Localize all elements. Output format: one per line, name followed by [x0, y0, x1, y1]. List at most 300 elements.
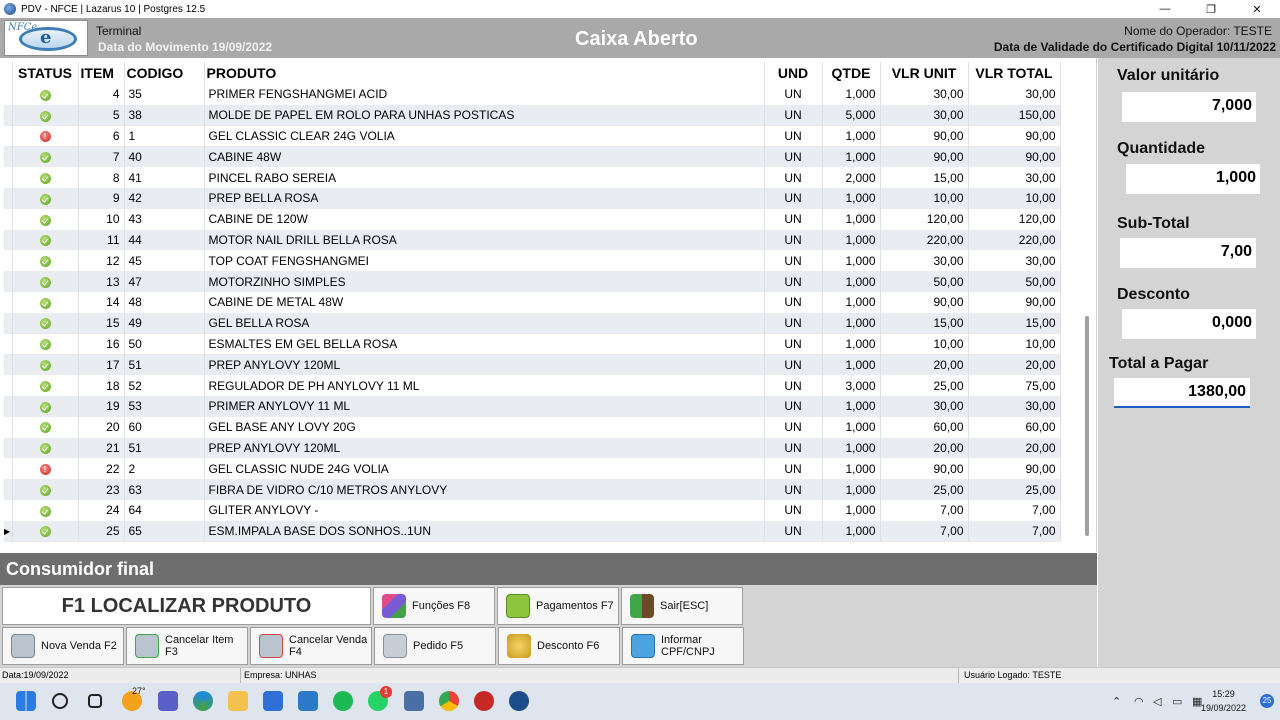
clock-date: 19/09/2022: [1200, 703, 1246, 713]
cell-vlr-total: 90,00: [968, 126, 1060, 147]
table-row[interactable]: [4, 417, 1060, 438]
payments-button[interactable]: [497, 587, 619, 625]
row-indicator: [4, 105, 12, 126]
cell-vlr-unit: 90,00: [880, 146, 968, 167]
row-indicator: [4, 500, 12, 521]
cell-codigo: 38: [124, 105, 204, 126]
status-user: Usuário Logado: TESTE: [964, 670, 1062, 680]
status-ok-icon: [40, 215, 51, 226]
cell-vlr-total: 90,00: [968, 458, 1060, 479]
status-date: Data:19/09/2022: [2, 670, 69, 680]
cell-vlr-unit: 30,00: [880, 396, 968, 417]
operator-name: Nome do Operador: TESTE: [1124, 24, 1272, 38]
task-view-icon[interactable]: [88, 694, 102, 708]
status-ok-icon: [40, 422, 51, 433]
payments-label: Pagamentos F7: [536, 600, 614, 612]
cell-produto: PREP ANYLOVY 120ML: [204, 354, 764, 375]
current-row-indicator-icon: ▶: [4, 521, 12, 542]
cell-codigo: 47: [124, 271, 204, 292]
table-row[interactable]: [4, 209, 1060, 230]
cell-und: UN: [764, 396, 822, 417]
cell-und: UN: [764, 126, 822, 147]
cell-und: UN: [764, 230, 822, 251]
cell-codigo: 40: [124, 146, 204, 167]
status-ok-icon: [40, 194, 51, 205]
movement-date: Data do Movimento 19/09/2022: [98, 40, 273, 54]
row-indicator: [4, 167, 12, 188]
grid-scrollbar[interactable]: [1085, 316, 1089, 536]
row-status: [12, 167, 78, 188]
new-sale-button[interactable]: [2, 627, 124, 665]
table-header: [4, 62, 1060, 84]
cell-codigo: 60: [124, 417, 204, 438]
cell-und: UN: [764, 417, 822, 438]
status-ok-icon: [40, 360, 51, 371]
table-row[interactable]: [4, 126, 1060, 147]
discount-field: 0,000: [1122, 309, 1256, 339]
functions-button[interactable]: [373, 587, 495, 625]
mail-icon[interactable]: [298, 691, 318, 711]
cell-vlr-total: 10,00: [968, 188, 1060, 209]
cell-item: 12: [78, 250, 124, 271]
cell-produto: PRIMER FENGSHANGMEI ACID: [204, 84, 764, 105]
cell-item: 14: [78, 292, 124, 313]
row-status: [12, 84, 78, 105]
cell-vlr-total: 15,00: [968, 313, 1060, 334]
cell-vlr-unit: 220,00: [880, 230, 968, 251]
cell-codigo: 63: [124, 479, 204, 500]
cell-item: 21: [78, 438, 124, 459]
wifi-icon[interactable]: ◠: [1134, 696, 1144, 708]
cell-vlr-unit: 20,00: [880, 354, 968, 375]
file-explorer-icon[interactable]: [228, 691, 248, 711]
items-table: [4, 62, 1061, 542]
cell-und: UN: [764, 271, 822, 292]
cell-item: 4: [78, 84, 124, 105]
table-row[interactable]: [4, 250, 1060, 271]
quantity-label: Quantidade: [1117, 140, 1206, 157]
cell-und: UN: [764, 105, 822, 126]
cell-qtde: 1,000: [822, 521, 880, 542]
cell-codigo: 43: [124, 209, 204, 230]
status-ok-icon: [40, 402, 51, 413]
row-status: [12, 146, 78, 167]
cell-item: 24: [78, 500, 124, 521]
cell-produto: GEL CLASSIC NUDE 24G VOLIA: [204, 458, 764, 479]
cell-qtde: 1,000: [822, 334, 880, 355]
cell-und: UN: [764, 354, 822, 375]
cell-qtde: 1,000: [822, 458, 880, 479]
cell-qtde: 1,000: [822, 209, 880, 230]
cell-vlr-unit: 30,00: [880, 105, 968, 126]
row-status: [12, 417, 78, 438]
table-row[interactable]: [4, 334, 1060, 355]
cell-und: UN: [764, 167, 822, 188]
table-row[interactable]: [4, 146, 1060, 167]
column-codigo[interactable]: CODIGO: [124, 62, 204, 84]
cell-item: 10: [78, 209, 124, 230]
cell-vlr-unit: 90,00: [880, 458, 968, 479]
maximize-button[interactable]: ❐: [1206, 3, 1216, 16]
column-produto[interactable]: PRODUTO: [204, 62, 764, 84]
total-field: 1380,00: [1114, 378, 1250, 408]
teams-chat-icon[interactable]: [158, 691, 178, 711]
row-indicator: [4, 209, 12, 230]
cell-vlr-total: 30,00: [968, 84, 1060, 105]
cell-qtde: 3,000: [822, 375, 880, 396]
title-bar: [0, 0, 1280, 18]
keyboard-icon[interactable]: ▦: [1192, 696, 1203, 708]
row-indicator: [4, 417, 12, 438]
row-status: [12, 354, 78, 375]
row-status: [12, 292, 78, 313]
row-indicator: [4, 84, 12, 105]
cell-vlr-unit: 15,00: [880, 167, 968, 188]
table-row[interactable]: [4, 479, 1060, 500]
cell-und: UN: [764, 479, 822, 500]
cell-und: UN: [764, 209, 822, 230]
app-red-icon[interactable]: [474, 691, 494, 711]
cell-qtde: 2,000: [822, 167, 880, 188]
minimize-button[interactable]: —: [1159, 3, 1171, 15]
order-button[interactable]: [374, 627, 496, 665]
subtotal-field: 7,00: [1120, 238, 1256, 268]
windows-start-icon[interactable]: [16, 691, 36, 711]
cell-item: 7: [78, 146, 124, 167]
taskbar-clock[interactable]: [1201, 687, 1246, 715]
status-bar: [0, 667, 1280, 683]
cell-vlr-total: 50,00: [968, 271, 1060, 292]
cell-qtde: 1,000: [822, 230, 880, 251]
cell-qtde: 1,000: [822, 84, 880, 105]
cancel-item-label: Cancelar Item F3: [165, 634, 234, 658]
cancel-sale-button[interactable]: [250, 627, 372, 665]
status-ok-icon: [40, 256, 51, 267]
cell-item: 20: [78, 417, 124, 438]
cell-qtde: 1,000: [822, 292, 880, 313]
cell-vlr-unit: 90,00: [880, 126, 968, 147]
cell-vlr-total: 90,00: [968, 292, 1060, 313]
row-status: [12, 438, 78, 459]
search-icon[interactable]: [52, 693, 68, 709]
discount-label: Desconto: [1117, 286, 1190, 303]
cell-vlr-total: 30,00: [968, 167, 1060, 188]
row-indicator: [4, 354, 12, 375]
table-row[interactable]: [4, 188, 1060, 209]
status-ok-icon: [40, 485, 51, 496]
button-area: [0, 585, 1097, 667]
status-ok-icon: [40, 277, 51, 288]
cell-produto: ESM.IMPALA BASE DOS SONHOS..1UN: [204, 521, 764, 542]
status-ok-icon: [40, 526, 51, 537]
cell-produto: PREP ANYLOVY 120ML: [204, 438, 764, 459]
items-grid[interactable]: [0, 58, 1097, 552]
column-status[interactable]: STATUS: [12, 62, 78, 84]
spotify-icon[interactable]: [333, 691, 353, 711]
row-status: [12, 479, 78, 500]
store-icon[interactable]: [263, 691, 283, 711]
cell-item: 22: [78, 458, 124, 479]
cell-item: 17: [78, 354, 124, 375]
table-row[interactable]: [4, 458, 1060, 479]
cell-und: UN: [764, 250, 822, 271]
table-row[interactable]: [4, 438, 1060, 459]
indicator-header: [4, 62, 12, 84]
cell-item: 11: [78, 230, 124, 251]
cell-vlr-unit: 15,00: [880, 313, 968, 334]
chevron-up-icon[interactable]: ⌃: [1112, 696, 1122, 708]
cell-vlr-total: 90,00: [968, 146, 1060, 167]
cancel-item-button[interactable]: [126, 627, 248, 665]
cell-qtde: 1,000: [822, 313, 880, 334]
nfce-logo: [4, 20, 88, 56]
table-row[interactable]: [4, 313, 1060, 334]
basket-cancel-icon: [259, 634, 283, 658]
column-und[interactable]: UND: [764, 62, 822, 84]
cell-codigo: 64: [124, 500, 204, 521]
column-item[interactable]: ITEM: [78, 62, 124, 84]
cell-produto: CABINE DE METAL 48W: [204, 292, 764, 313]
terminal-label: Terminal: [96, 24, 142, 38]
cell-vlr-total: 75,00: [968, 375, 1060, 396]
cell-und: UN: [764, 84, 822, 105]
status-ok-icon: [40, 381, 51, 392]
certificate-validity: Data de Validade do Certificado Digital 10/11/2022: [993, 40, 1276, 54]
exit-button[interactable]: [621, 587, 743, 625]
cell-vlr-total: 10,00: [968, 334, 1060, 355]
status-ok-icon: [40, 443, 51, 454]
row-indicator: [4, 146, 12, 167]
cell-codigo: 2: [124, 458, 204, 479]
row-status: [12, 188, 78, 209]
edge-browser-icon[interactable]: [193, 691, 213, 711]
cell-vlr-unit: 120,00: [880, 209, 968, 230]
weather-temperature: 27°: [132, 686, 146, 696]
cell-produto: GEL CLASSIC CLEAR 24G VOLIA: [204, 126, 764, 147]
notepad-icon[interactable]: [404, 691, 424, 711]
taskbar: [0, 683, 1280, 720]
cell-qtde: 1,000: [822, 438, 880, 459]
cell-und: UN: [764, 521, 822, 542]
status-ok-icon: [40, 173, 51, 184]
row-indicator: [4, 230, 12, 251]
cell-item: 13: [78, 271, 124, 292]
cell-vlr-total: 60,00: [968, 417, 1060, 438]
locate-product-button[interactable]: F1 LOCALIZAR PRODUTO: [2, 587, 371, 625]
cell-vlr-total: 150,00: [968, 105, 1060, 126]
clock-time: 15:29: [1212, 689, 1235, 699]
exit-door-icon: [630, 594, 654, 618]
cell-qtde: 1,000: [822, 417, 880, 438]
cell-qtde: 5,000: [822, 105, 880, 126]
cell-und: UN: [764, 500, 822, 521]
row-indicator: [4, 271, 12, 292]
column-qtde[interactable]: QTDE: [822, 62, 880, 84]
cell-produto: PINCEL RABO SEREIA: [204, 167, 764, 188]
cell-und: UN: [764, 438, 822, 459]
inform-cpf-button[interactable]: [622, 627, 744, 665]
row-indicator: [4, 334, 12, 355]
cell-vlr-total: 30,00: [968, 396, 1060, 417]
cell-item: 19: [78, 396, 124, 417]
row-status: [12, 334, 78, 355]
exit-label: Sair[ESC]: [660, 600, 709, 612]
cell-und: UN: [764, 188, 822, 209]
summary-panel: [1098, 58, 1280, 670]
money-icon: [506, 594, 530, 618]
cell-vlr-total: 220,00: [968, 230, 1060, 251]
cell-und: UN: [764, 313, 822, 334]
table-row[interactable]: [4, 230, 1060, 251]
row-status: [12, 230, 78, 251]
cell-item: 23: [78, 479, 124, 500]
cell-produto: MOTOR NAIL DRILL BELLA ROSA: [204, 230, 764, 251]
cell-und: UN: [764, 334, 822, 355]
discount-button[interactable]: [498, 627, 620, 665]
status-separator: [240, 668, 241, 684]
status-ok-icon: [40, 111, 51, 122]
table-row[interactable]: [4, 500, 1060, 521]
cell-qtde: 1,000: [822, 126, 880, 147]
row-status: [12, 375, 78, 396]
cell-qtde: 1,000: [822, 188, 880, 209]
cell-codigo: 65: [124, 521, 204, 542]
basket-remove-item-icon: [135, 634, 159, 658]
column-vlr-unit[interactable]: VLR UNIT: [880, 62, 968, 84]
close-button[interactable]: ✕: [1252, 3, 1262, 16]
cell-vlr-unit: 60,00: [880, 417, 968, 438]
inform-cpf-label: Informar CPF/CNPJ: [661, 634, 715, 658]
cell-vlr-total: 20,00: [968, 354, 1060, 375]
cell-qtde: 1,000: [822, 396, 880, 417]
window-title: PDV - NFCE | Lazarus 10 | Postgres 12.5: [21, 3, 206, 15]
new-sale-label: Nova Venda F2: [41, 640, 117, 652]
table-row[interactable]: [4, 521, 1060, 542]
cell-produto: FIBRA DE VIDRO C/10 METROS ANYLOVY: [204, 479, 764, 500]
window-controls: [1142, 0, 1280, 18]
row-status: [12, 500, 78, 521]
app-icon: [4, 3, 16, 15]
quantity-field: 1,000: [1126, 164, 1260, 194]
cell-vlr-total: 30,00: [968, 250, 1060, 271]
status-ok-icon: [40, 298, 51, 309]
chrome-icon[interactable]: [439, 691, 459, 711]
whatsapp-badge: 1: [380, 686, 392, 698]
row-status: [12, 313, 78, 334]
cell-und: UN: [764, 375, 822, 396]
column-vlr-total[interactable]: VLR TOTAL: [968, 62, 1060, 84]
pdv-app-icon[interactable]: [509, 691, 529, 711]
functions-icon: [382, 594, 406, 618]
cell-vlr-unit: 90,00: [880, 292, 968, 313]
row-status: [12, 271, 78, 292]
row-indicator: [4, 126, 12, 147]
cell-codigo: 49: [124, 313, 204, 334]
table-row[interactable]: [4, 167, 1060, 188]
cell-produto: GEL BELLA ROSA: [204, 313, 764, 334]
cell-qtde: 1,000: [822, 271, 880, 292]
order-label: Pedido F5: [413, 640, 464, 652]
notification-badge[interactable]: 25: [1260, 694, 1274, 708]
row-indicator: [4, 250, 12, 271]
row-indicator: [4, 438, 12, 459]
table-row[interactable]: [4, 375, 1060, 396]
cell-qtde: 1,000: [822, 250, 880, 271]
table-row[interactable]: [4, 292, 1060, 313]
cell-vlr-total: 7,00: [968, 521, 1060, 542]
cell-vlr-unit: 7,00: [880, 500, 968, 521]
cell-vlr-unit: 7,00: [880, 521, 968, 542]
table-row[interactable]: [4, 84, 1060, 105]
status-ok-icon: [40, 506, 51, 517]
cell-vlr-unit: 25,00: [880, 479, 968, 500]
cashier-status: Caixa Aberto: [575, 28, 698, 50]
cell-codigo: 51: [124, 354, 204, 375]
row-indicator: [4, 375, 12, 396]
cell-produto: MOTORZINHO SIMPLES: [204, 271, 764, 292]
cell-vlr-unit: 10,00: [880, 188, 968, 209]
unit-value-label: Valor unitário: [1117, 67, 1220, 84]
status-ok-icon: [40, 235, 51, 246]
cell-item: 16: [78, 334, 124, 355]
cell-produto: CABINE 48W: [204, 146, 764, 167]
cell-codigo: 48: [124, 292, 204, 313]
table-row[interactable]: [4, 105, 1060, 126]
cell-item: 8: [78, 167, 124, 188]
cell-codigo: 44: [124, 230, 204, 251]
row-status: [12, 209, 78, 230]
subtotal-label: Sub-Total: [1117, 215, 1190, 232]
cell-item: 9: [78, 188, 124, 209]
cell-codigo: 51: [124, 438, 204, 459]
table-row[interactable]: [4, 354, 1060, 375]
cell-qtde: 1,000: [822, 500, 880, 521]
row-status: [12, 458, 78, 479]
cell-vlr-unit: 20,00: [880, 438, 968, 459]
volume-icon[interactable]: ◁: [1153, 696, 1162, 708]
status-ok-icon: [40, 90, 51, 101]
cell-codigo: 52: [124, 375, 204, 396]
cell-vlr-unit: 10,00: [880, 334, 968, 355]
table-row[interactable]: [4, 396, 1060, 417]
cell-produto: TOP COAT FENGSHANGMEI: [204, 250, 764, 271]
row-indicator: [4, 292, 12, 313]
cell-codigo: 41: [124, 167, 204, 188]
cell-vlr-total: 120,00: [968, 209, 1060, 230]
row-indicator: [4, 396, 12, 417]
cell-codigo: 50: [124, 334, 204, 355]
row-indicator: [4, 479, 12, 500]
status-company: Empresa: UNHAS: [244, 670, 317, 680]
cell-und: UN: [764, 146, 822, 167]
cell-produto: ESMALTES EM GEL BELLA ROSA: [204, 334, 764, 355]
battery-icon[interactable]: ▭: [1172, 696, 1183, 708]
table-row[interactable]: [4, 271, 1060, 292]
cell-codigo: 42: [124, 188, 204, 209]
table-body: [4, 84, 1060, 542]
cell-vlr-unit: 25,00: [880, 375, 968, 396]
cell-produto: GEL BASE ANY LOVY 20G: [204, 417, 764, 438]
cell-und: UN: [764, 292, 822, 313]
status-ok-icon: [40, 152, 51, 163]
total-label: Total a Pagar: [1109, 355, 1209, 372]
row-status: [12, 521, 78, 542]
cell-produto: PRIMER ANYLOVY 11 ML: [204, 396, 764, 417]
cell-produto: REGULADOR DE PH ANYLOVY 11 ML: [204, 375, 764, 396]
cell-vlr-unit: 30,00: [880, 250, 968, 271]
cell-codigo: 35: [124, 84, 204, 105]
status-separator: [958, 668, 959, 684]
